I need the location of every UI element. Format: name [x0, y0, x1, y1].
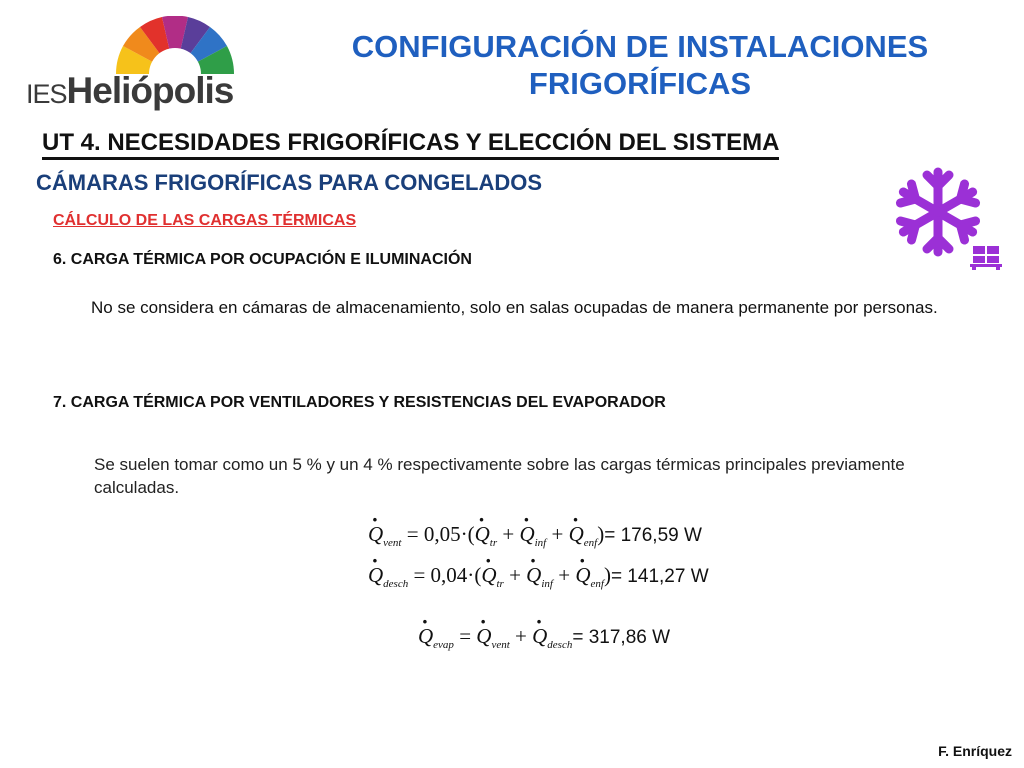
unit-title: UT 4. NECESIDADES FRIGORÍFICAS Y ELECCIÓN DEL SISTEMA [42, 128, 779, 160]
heading-6: 6. CARGA TÉRMICA POR OCUPACIÓN E ILUMINACIÓN [53, 251, 472, 268]
sub-desch: desch [383, 578, 409, 591]
calc-title: CÁLCULO DE LAS CARGAS TÉRMICAS [53, 212, 357, 229]
sub-enf: enf [583, 537, 598, 550]
logo-name: Heliópolis [66, 70, 234, 111]
pallet-icon [970, 244, 1002, 270]
result-desch: = 141,27 W [610, 566, 709, 587]
section-title: CÁMARAS FRIGORÍFICAS PARA CONGELADOS [36, 170, 542, 195]
coef-desch: = 0,04· [413, 563, 475, 587]
sub-vent-2: vent [491, 639, 510, 652]
result-evap: = 317,86 W [572, 627, 671, 648]
formula-vent: · $Q_{vent} = 0,05\cdot(\cdot Q_{tr}$ + · $Q_{inf}$ + · $Q_{enf})= 176,59$ W [368, 522, 702, 549]
school-logo [22, 14, 252, 114]
sub-vent: vent [383, 537, 402, 550]
heading-7: 7. CARGA TÉRMICA POR VENTILADORES Y RESISTENCIAS DEL EVAPORADOR [53, 394, 666, 411]
paragraph-7: Se suelen tomar como un 5 % y un 4 % respectivamente sobre las cargas térmicas principales previamente calculadas. [94, 455, 905, 497]
formula-desch: · $Q_{desch} = 0,04\cdot(\cdot Q_{tr}$ + · $Q_{inf}$ + · $Q_{enf})= 141,27$ W [368, 563, 709, 590]
logo-prefix: IES [26, 79, 67, 109]
sub-tr: tr [496, 578, 504, 591]
sub-enf: enf [590, 578, 604, 591]
result-vent: = 176,59 W [604, 525, 702, 546]
title-line-1: CONFIGURACIÓN DE INSTALACIONES [351, 29, 929, 64]
coef-vent: = 0,05· [406, 522, 468, 546]
sub-tr: tr [489, 537, 498, 550]
title-line-2: FRIGORÍFICAS [528, 66, 752, 101]
sub-inf: inf [541, 578, 553, 591]
author: F. Enríquez [938, 743, 1012, 759]
rainbow-fan-icon [110, 16, 240, 78]
paragraph-6: No se considera en cámaras de almacenamiento, solo en salas ocupadas de manera permanente por personas. [91, 298, 938, 317]
formula-evap: · $Q_{evap}$ = · $Q_{vent}$ + · $Q_{desch}= 317,86$ W [418, 624, 670, 651]
page-title [300, 28, 980, 102]
sub-inf: inf [534, 537, 547, 550]
sub-desch-2: desch [547, 639, 573, 652]
